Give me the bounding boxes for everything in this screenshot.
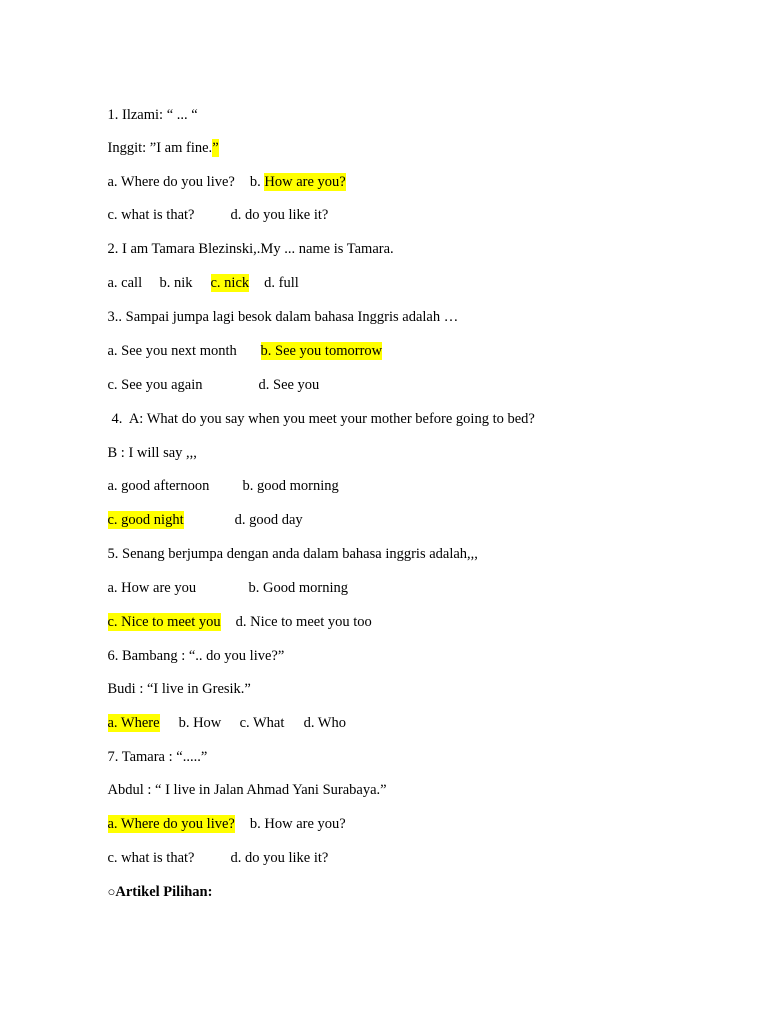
q1-option-d: d. do you like it? [230, 207, 329, 223]
q2-options [93, 256, 299, 291]
q7-answer [93, 763, 387, 798]
q5-option-d: d. Nice to meet you too [235, 614, 372, 630]
q6-answer [93, 662, 251, 697]
q2-option-d: d. full [264, 275, 299, 291]
q3-question [93, 290, 459, 325]
q3-option-d: d. See you [258, 377, 320, 393]
q1-answer-quote-highlight: ” [212, 140, 219, 156]
q7-option-c: c. what is that? [107, 850, 195, 866]
q1-option-b-prefix: b. [249, 174, 265, 190]
q3-options-ab [93, 324, 383, 359]
q7-answer-text: Abdul : “ I live in Jalan Ahmad Yani Surabaya.” [107, 782, 387, 798]
q6-option-b: b. How [178, 715, 222, 731]
q7-options-cd [93, 831, 329, 866]
q7-question-text: 7. Tamara : “.....” [107, 749, 208, 765]
q1-answer [93, 121, 219, 156]
artikel-pilihan-label: Artikel Pilihan: [115, 884, 213, 900]
q4-options-ab [93, 459, 339, 494]
circle-bullet-icon: ○ [107, 884, 116, 899]
q3-option-a: a. See you next month [107, 343, 237, 359]
q6-question-text: 6. Bambang : “.. do you live?” [107, 648, 285, 664]
q4-option-d: d. good day [234, 512, 303, 528]
q1-options-ab [93, 155, 346, 190]
q7-option-b: b. How are you? [249, 816, 346, 832]
q6-question [93, 629, 285, 664]
q5-question [93, 527, 478, 562]
q4-answer-text: B : I will say ,,, [107, 445, 197, 461]
q5-options-cd [93, 595, 372, 630]
q1-option-b-highlight: How are you? [264, 174, 346, 190]
q2-option-b: b. nik [159, 275, 193, 291]
q2-question-text: 2. I am Tamara Blezinski,.My ... name is Tamara. [107, 241, 394, 257]
q5-option-c-highlight: c. Nice to meet you [107, 614, 221, 630]
q1-answer-text: Inggit: ”I am fine. [107, 140, 213, 156]
q2-question [93, 222, 394, 257]
q1-option-a: a. Where do you live? [107, 174, 235, 190]
q1-question-text: 1. Ilzami: “ ... “ [107, 107, 198, 123]
q1-question [93, 88, 198, 123]
q6-answer-text: Budi : “I live in Gresik.” [107, 681, 251, 697]
q5-option-a: a. How are you [107, 580, 197, 596]
q7-option-a-highlight: a. Where do you live? [107, 816, 235, 832]
q4-option-c-highlight: c. good night [107, 512, 184, 528]
q6-options [93, 696, 346, 731]
q2-option-c-highlight: c. nick [210, 275, 250, 291]
q4-question [97, 392, 535, 427]
q4-option-a: a. good afternoon [107, 478, 210, 494]
q6-option-c: c. What [239, 715, 285, 731]
q4-options-cd [93, 493, 303, 528]
q3-options-cd [93, 358, 320, 393]
q1-option-c: c. what is that? [107, 207, 195, 223]
q2-option-a: a. call [107, 275, 143, 291]
q3-option-c: c. See you again [107, 377, 203, 393]
q7-option-d: d. do you like it? [230, 850, 329, 866]
q4-question-text: 4. A: What do you say when you meet your mother before going to bed? [111, 411, 535, 427]
q6-option-a-highlight: a. Where [107, 715, 160, 731]
q5-options-ab [93, 561, 348, 596]
q4-option-b: b. good morning [242, 478, 339, 494]
q1-options-cd [93, 188, 329, 223]
q7-options-ab [93, 797, 346, 832]
q5-question-text: 5. Senang berjumpa dengan anda dalam bahasa inggris adalah,,, [107, 546, 478, 562]
q3-question-text: 3.. Sampai jumpa lagi besok dalam bahasa Inggris adalah … [107, 309, 459, 325]
q6-option-d: d. Who [303, 715, 346, 731]
q3-option-b-highlight: b. See you tomorrow [260, 343, 383, 359]
q5-option-b: b. Good morning [248, 580, 348, 596]
q4-answer [93, 426, 197, 461]
q7-question [93, 730, 208, 765]
artikel-pilihan-heading [93, 865, 213, 900]
